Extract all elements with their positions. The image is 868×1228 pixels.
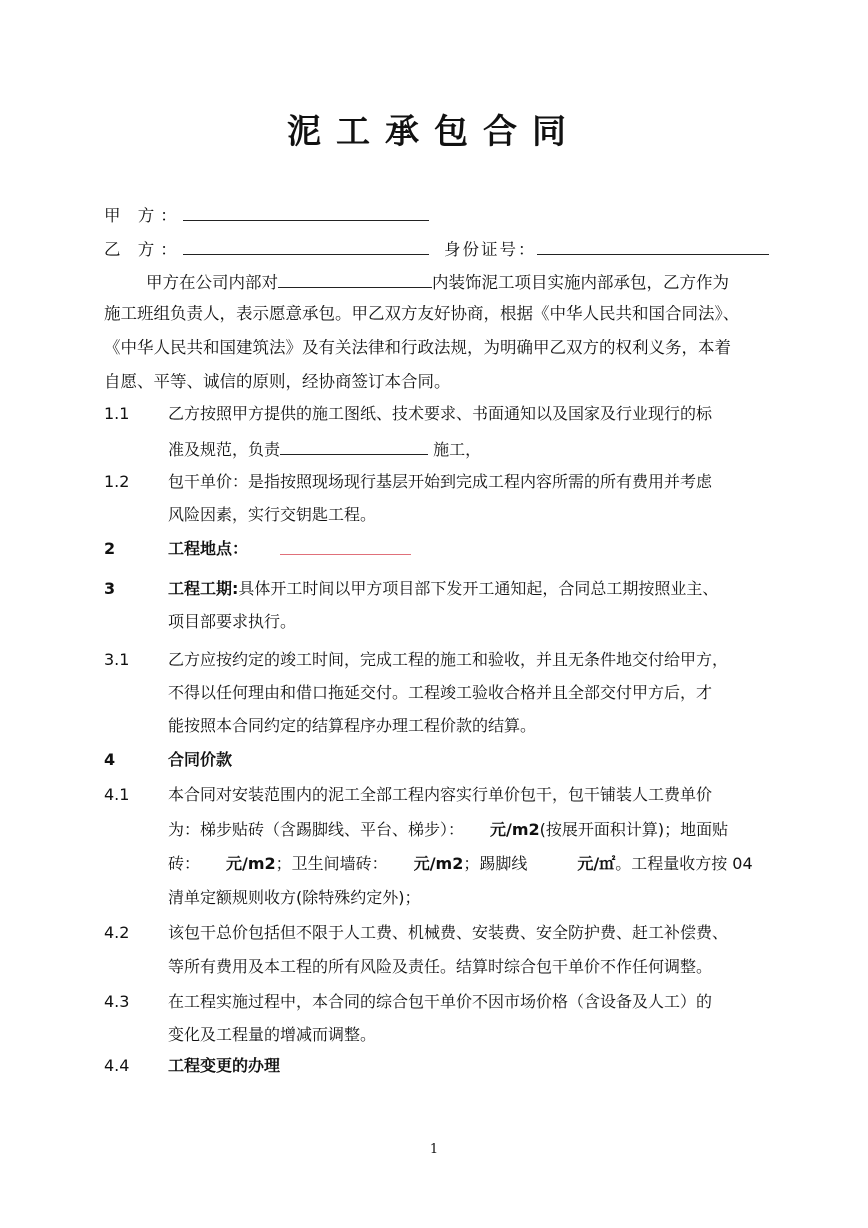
unit-text: 元/m2 bbox=[413, 854, 464, 873]
clause-number: 4.1 bbox=[104, 785, 130, 804]
party-a-row bbox=[104, 202, 429, 228]
project-name-field[interactable] bbox=[278, 269, 432, 288]
location-field[interactable] bbox=[280, 554, 411, 555]
unit-text: 元/㎡ bbox=[577, 854, 616, 873]
clause-text: 乙方应按约定的竣工时间，完成工程的施工和验收，并且无条件地交付给甲方， bbox=[168, 650, 729, 669]
clause-text: ；踢脚线 bbox=[463, 854, 528, 873]
clause-text: 砖： bbox=[168, 854, 201, 873]
section-number: 3 bbox=[104, 579, 116, 598]
section-title: 工程地点： bbox=[168, 539, 249, 558]
party-b-field[interactable] bbox=[183, 236, 429, 255]
party-b-label: 乙 方： bbox=[104, 240, 183, 259]
preamble-line-3: 《中华人民共和国建筑法》及有关法律和行政法规，为明确甲乙双方的权利义务，本着 bbox=[104, 338, 731, 357]
clause-text: 风险因素，实行交钥匙工程。 bbox=[168, 505, 377, 524]
clause-text: 施工， bbox=[428, 440, 482, 459]
clause-text bbox=[168, 818, 728, 842]
preamble-line-4: 自愿、平等、诚信的原则，经协商签订本合同。 bbox=[104, 372, 451, 391]
clause-number: 1.2 bbox=[104, 472, 130, 491]
clause-text: 乙方按照甲方提供的施工图纸、技术要求、书面通知以及国家及行业现行的标 bbox=[168, 404, 713, 423]
id-number-field[interactable] bbox=[537, 236, 769, 255]
clause-text: 本合同对安装范围内的泥工全部工程内容实行单价包干，包干铺装人工费单价 bbox=[168, 785, 713, 804]
clause-text: (按展开面积计算)；地面贴 bbox=[539, 820, 729, 839]
preamble-line-2: 施工班组负责人，表示愿意承包。甲乙双方友好协商，根据《中华人民共和国合同法》、 bbox=[104, 304, 740, 323]
clause-text: 项目部要求执行。 bbox=[168, 612, 297, 631]
clause-text: 等所有费用及本工程的所有风险及责任。结算时综合包干单价不作任何调整。 bbox=[168, 957, 713, 976]
clause-text: 在工程实施过程中，本合同的综合包干单价不因市场价格（含设备及人工）的 bbox=[168, 992, 713, 1011]
clause-text: 。工程量收方按 04 bbox=[615, 854, 753, 873]
clause-text: 具体开工时间以甲方项目部下发开工通知起，合同总工期按照业主、 bbox=[238, 579, 719, 598]
clause-number: 4.2 bbox=[104, 923, 130, 942]
clause-text: 不得以任何理由和借口拖延交付。工程竣工验收合格并且全部交付甲方后，才 bbox=[168, 683, 713, 702]
preamble-text: 甲方在公司内部对 bbox=[146, 273, 278, 292]
clause-text: 变化及工程量的增减而调整。 bbox=[168, 1025, 377, 1044]
unit-text: 元/m2 bbox=[226, 854, 276, 873]
document-title: 泥工承包合同 bbox=[287, 112, 581, 152]
page-number: 1 bbox=[429, 1142, 439, 1157]
section-title: 工程工期: bbox=[168, 579, 239, 598]
clause-text: 清单定额规则收方(除特殊约定外)； bbox=[168, 888, 421, 907]
clause-text: 为：梯步贴砖（含踢脚线、平台、梯步）： bbox=[168, 820, 465, 839]
section-number: 4 bbox=[104, 750, 116, 769]
party-b-row bbox=[104, 236, 769, 262]
party-a-label: 甲 方： bbox=[104, 206, 183, 225]
preamble-text: 内装饰泥工项目实施内部承包，乙方作为 bbox=[432, 273, 729, 292]
clause-text: 能按照本合同约定的结算程序办理工程价款的结算。 bbox=[168, 716, 537, 735]
clause-number: 1.1 bbox=[104, 404, 130, 423]
scope-field[interactable] bbox=[280, 436, 428, 455]
clause-text: 包干单价：是指按照现场现行基层开始到完成工程内容所需的所有费用并考虑 bbox=[168, 472, 713, 491]
party-a-field[interactable] bbox=[183, 202, 429, 221]
clause-number: 4.4 bbox=[104, 1056, 130, 1075]
unit-text: 元/m2 bbox=[490, 820, 540, 839]
clause-number: 4.3 bbox=[104, 992, 130, 1011]
clause-text bbox=[168, 436, 481, 462]
preamble-line-1 bbox=[146, 269, 729, 295]
section-title: 合同价款 bbox=[168, 750, 233, 769]
clause-text: 准及规范，负责 bbox=[168, 440, 281, 459]
section-title: 工程变更的办理 bbox=[168, 1056, 281, 1075]
clause-text: ；卫生间墙砖： bbox=[275, 854, 388, 873]
clause-text bbox=[168, 852, 753, 876]
clause-text: 该包干总价包括但不限于人工费、机械费、安装费、安全防护费、赶工补偿费、 bbox=[168, 923, 729, 942]
clause-number: 3.1 bbox=[104, 650, 130, 669]
clause-text bbox=[168, 577, 718, 601]
section-number: 2 bbox=[104, 539, 116, 558]
id-number-label: 身份证号： bbox=[444, 240, 537, 259]
